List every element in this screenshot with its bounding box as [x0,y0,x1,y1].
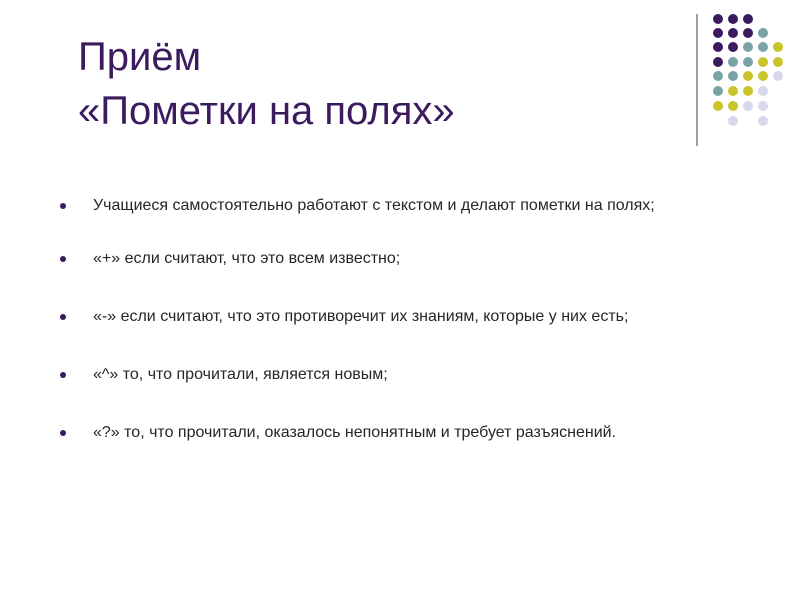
bullet-icon [60,256,66,262]
bullet-text: «^» то, что прочитали, является новым; [93,366,388,383]
dot [773,57,783,67]
dot [728,28,738,38]
dot [713,57,723,67]
dot [758,71,768,81]
list-item [60,194,780,217]
bullet-icon [60,314,66,320]
decorative-divider [696,14,698,146]
list-item [60,247,780,270]
bullet-text: «+» если считают, что это всем известно; [93,250,401,267]
dot [713,71,723,81]
list-item [60,363,780,386]
dot [773,71,783,81]
slide-title [78,30,455,138]
dot [758,101,768,111]
bullet-text: Учащиеся самостоятельно работают с текстом и делают пометки на полях; [93,197,655,214]
dot [713,14,723,24]
dot [728,86,738,96]
list-item [60,421,780,444]
dot [728,14,738,24]
bullet-icon [60,372,66,378]
dot [743,86,753,96]
dot [758,42,768,52]
dot [758,86,768,96]
dot [758,57,768,67]
dot [728,57,738,67]
dot [743,42,753,52]
dot [713,86,723,96]
dot [728,101,738,111]
dot [728,42,738,52]
dot [713,28,723,38]
dot [758,28,768,38]
bullet-icon [60,430,66,436]
dot [728,116,738,126]
list-item [60,305,780,328]
bullet-text: «?» то, что прочитали, оказалось непонятным и требует разъяснений. [93,424,617,441]
dot [743,71,753,81]
dot [743,101,753,111]
dot [758,116,768,126]
dot [728,71,738,81]
bullet-text: «-» если считают, что это противоречит их знаниям, которые у них есть; [93,308,629,325]
dot [743,57,753,67]
dot [713,42,723,52]
title-line-2: «Пометки на полях» [78,89,455,133]
title-line-1: Приём [78,35,202,79]
bullet-icon [60,203,66,209]
dot [743,14,753,24]
dot [773,42,783,52]
bullet-list [60,194,780,444]
dot [713,101,723,111]
dot [743,28,753,38]
